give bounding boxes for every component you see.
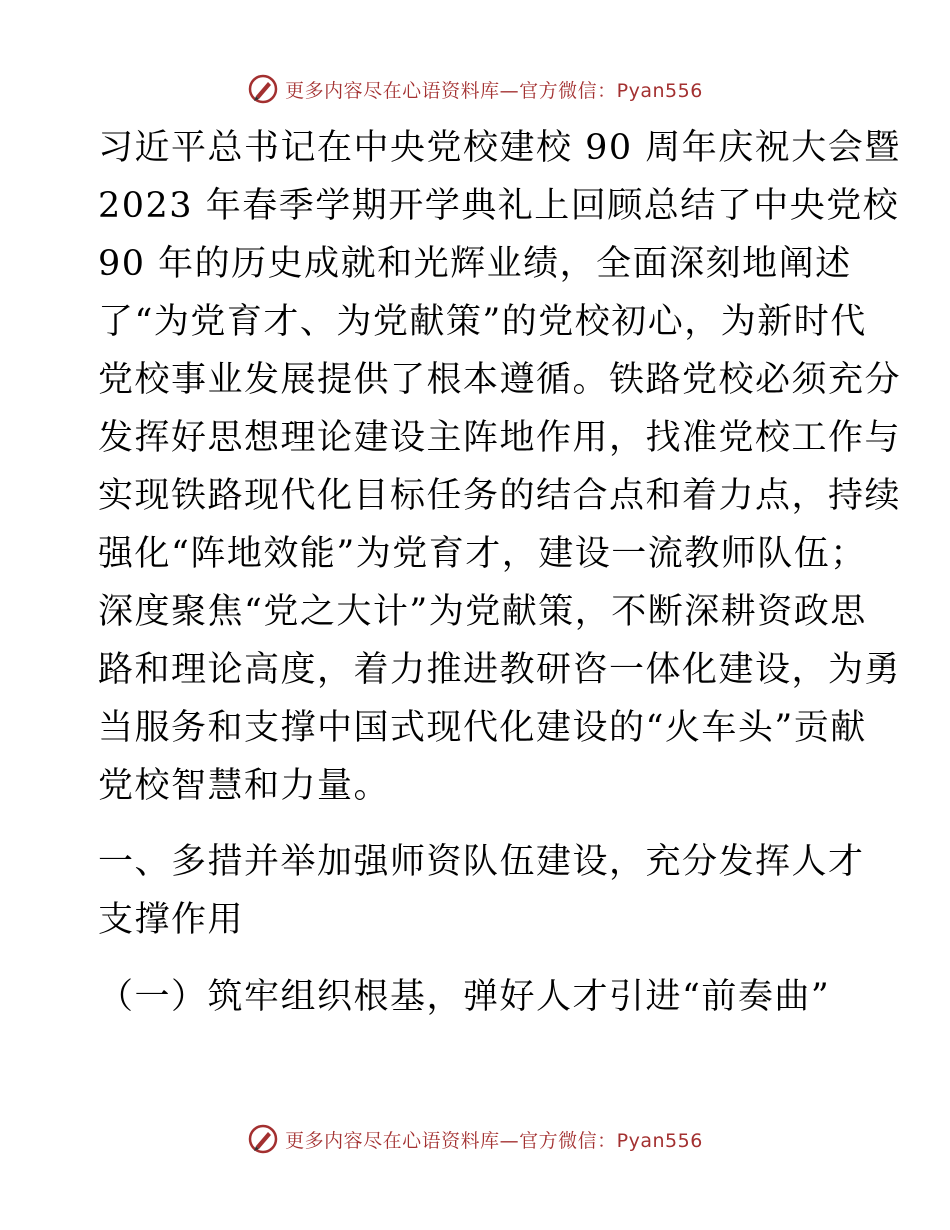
header-watermark-text: 更多内容尽在心语资料库—官方微信：Pyan556 [285,79,703,102]
paragraph-line: 实现铁路现代化目标任务的结合点和着力点，持续 [98,476,902,516]
paragraph-line: 党校事业发展提供了根本遵循。铁路党校必须充分 [98,360,902,400]
paragraph-line: 党校智慧和力量。 [98,766,391,806]
paragraph-line: 习近平总书记在中央党校建校 90 周年庆祝大会暨 [98,128,901,168]
paragraph-line: 了“为党育才、为党献策”的党校初心，为新时代 [98,302,867,342]
paragraph-line: 90 年的历史成就和光辉业绩，全面深刻地阐述 [98,244,852,284]
paragraph-line: 2023 年春季学期开学典礼上回顾总结了中央党校 [98,186,900,226]
paragraph-line: 路和理论高度，着力推进教研咨一体化建设，为勇 [98,650,902,690]
paragraph-line: 当服务和支撑中国式现代化建设的“火车头”贡献 [98,708,867,748]
paragraph-line: 发挥好思想理论建设主阵地作用，找准党校工作与 [98,418,902,458]
paragraph-line: 强化“阵地效能”为党育才，建设一流教师队伍； [98,534,867,574]
header-watermark-banner [0,72,950,106]
heading-line: 一、多措并举加强师资队伍建设，充分发挥人才 [98,842,865,882]
footer-watermark-text: 更多内容尽在心语资料库—官方微信：Pyan556 [285,1129,703,1152]
subsection-heading: （一）筑牢组织根基，弹好人才引进“前奏曲” [98,977,831,1017]
footer-watermark-banner [0,1122,950,1156]
pen-logo-icon [247,73,279,105]
pen-logo-icon [247,1123,279,1155]
heading-line: 支撑作用 [98,900,245,940]
paragraph-line: 深度聚焦“党之大计”为党献策，不断深耕资政思 [98,592,867,632]
